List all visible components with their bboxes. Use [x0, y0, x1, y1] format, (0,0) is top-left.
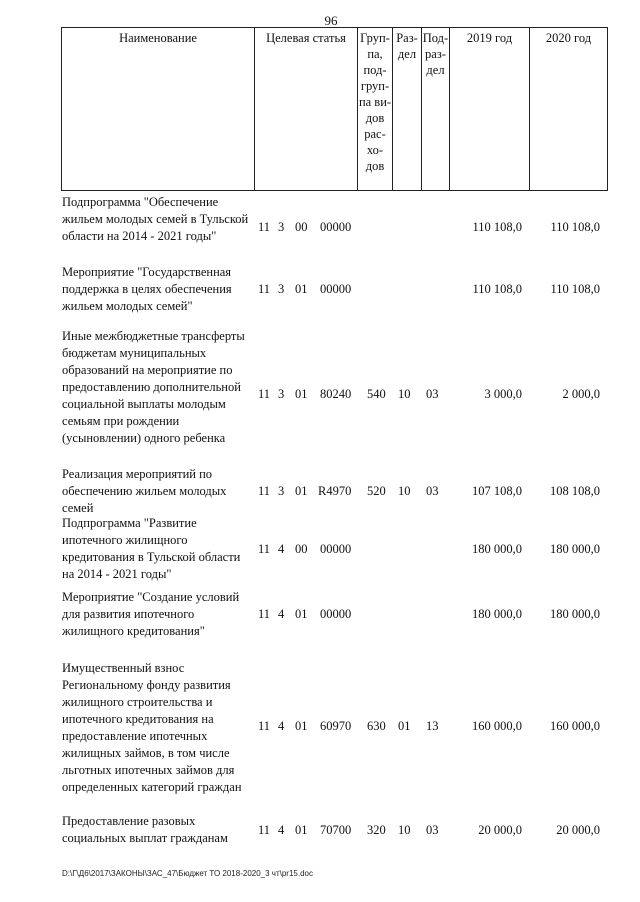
row-code-4: 70700	[320, 823, 352, 837]
row-code-2: 3	[278, 220, 285, 234]
row-name: Имущественный взнос Региональному фонду развития жилищного строительства и ипотечного кредитования на предоставление ипотечных жилищных займов, в том числе льготных ипотечных займов для определенных категорий граждан	[62, 661, 242, 794]
file-path-footer: D:\Г\Д6\2017\ЗАКОНЫ\ЗАС_47\Бюджет ТО 2018-2020_3 чт\pr15.doc	[62, 869, 313, 878]
row-subsection: 03	[426, 484, 439, 498]
row-2020: 180 000,0	[550, 542, 600, 556]
row-2020: 2 000,0	[562, 387, 600, 401]
row-code-4: 00000	[320, 282, 352, 296]
row-code-1: 11	[258, 220, 271, 234]
row-code-4: 00000	[320, 220, 352, 234]
row-2019: 20 000,0	[478, 823, 522, 837]
row-code-2: 4	[278, 823, 285, 837]
row-subsection: 03	[426, 823, 439, 837]
header-group: Груп- па, под- груп- па ви- дов рас- хо- дов	[357, 28, 392, 190]
row-code-3: 01	[295, 607, 308, 621]
row-name: Мероприятие "Создание условий для развития ипотечного жилищного кредитования"	[62, 590, 240, 638]
row-code-3: 01	[295, 719, 308, 733]
row-subsection: 03	[426, 387, 439, 401]
row-code-4: 00000	[320, 542, 352, 556]
row-name: Предоставление разовых социальных выплат гражданам	[62, 814, 228, 845]
row-name: Подпрограмма "Обеспечение жильем молодых семей в Тульской области на 2014 - 2021 годы"	[62, 195, 249, 243]
row-2020: 108 108,0	[550, 484, 600, 498]
header-2020: 2020 год	[529, 28, 607, 190]
row-subsection: 13	[426, 719, 439, 733]
row-2019: 107 108,0	[472, 484, 522, 498]
row-group: 540	[367, 387, 386, 401]
row-section: 01	[398, 719, 411, 733]
row-2019: 110 108,0	[472, 282, 522, 296]
row-code-1: 11	[258, 484, 271, 498]
row-code-4: 80240	[320, 387, 352, 401]
row-group: 320	[367, 823, 386, 837]
row-2020: 180 000,0	[550, 607, 600, 621]
row-code-4: 60970	[320, 719, 352, 733]
row-section: 10	[398, 484, 411, 498]
row-group: 630	[367, 719, 386, 733]
row-code-2: 4	[278, 719, 285, 733]
row-2020: 110 108,0	[550, 282, 600, 296]
header-name: Наименование	[119, 31, 197, 45]
row-2019: 180 000,0	[472, 542, 522, 556]
table-header	[61, 27, 608, 191]
row-code-2: 4	[278, 542, 285, 556]
row-code-3: 01	[295, 387, 308, 401]
row-2019: 160 000,0	[472, 719, 522, 733]
row-code-3: 00	[295, 542, 308, 556]
row-2019: 110 108,0	[472, 220, 522, 234]
row-2020: 110 108,0	[550, 220, 600, 234]
row-name: Мероприятие "Государственная поддержка в целях обеспечения жильем молодых семей"	[62, 265, 232, 313]
row-group: 520	[367, 484, 386, 498]
row-code-1: 11	[258, 719, 271, 733]
row-2019: 180 000,0	[472, 607, 522, 621]
row-code-1: 11	[258, 282, 271, 296]
row-code-3: 01	[295, 282, 308, 296]
header-subsection: Под- раз- дел	[421, 28, 449, 190]
row-2020: 160 000,0	[550, 719, 600, 733]
header-target: Целевая статья	[254, 28, 357, 190]
row-code-2: 3	[278, 282, 285, 296]
row-name: Реализация мероприятий по обеспечению жильем молодых семей	[62, 467, 227, 515]
row-section: 10	[398, 387, 411, 401]
row-code-1: 11	[258, 823, 271, 837]
row-code-3: 01	[295, 823, 308, 837]
row-name: Иные межбюджетные трансферты бюджетам муниципальных образований на мероприятие по предоставлению дополнительной социальной выплаты молодым семьям при рождении (усыновлении) одного ребенка	[62, 329, 245, 445]
row-code-4: 00000	[320, 607, 352, 621]
row-code-3: 00	[295, 220, 308, 234]
page-number: 96	[324, 13, 338, 28]
row-code-2: 3	[278, 484, 285, 498]
row-code-3: 01	[295, 484, 308, 498]
header-section: Раз- дел	[392, 28, 421, 190]
row-code-1: 11	[258, 387, 271, 401]
row-2019: 3 000,0	[484, 387, 522, 401]
row-2020: 20 000,0	[556, 823, 600, 837]
row-code-2: 3	[278, 387, 285, 401]
row-code-2: 4	[278, 607, 285, 621]
header-2019: 2019 год	[449, 28, 529, 190]
row-code-1: 11	[258, 542, 271, 556]
row-name: Подпрограмма "Развитие ипотечного жилищного кредитования в Тульской области на 2014 - 2021 годы"	[62, 516, 241, 581]
row-code-4: R4970	[318, 484, 352, 498]
row-section: 10	[398, 823, 411, 837]
row-code-1: 11	[258, 607, 271, 621]
